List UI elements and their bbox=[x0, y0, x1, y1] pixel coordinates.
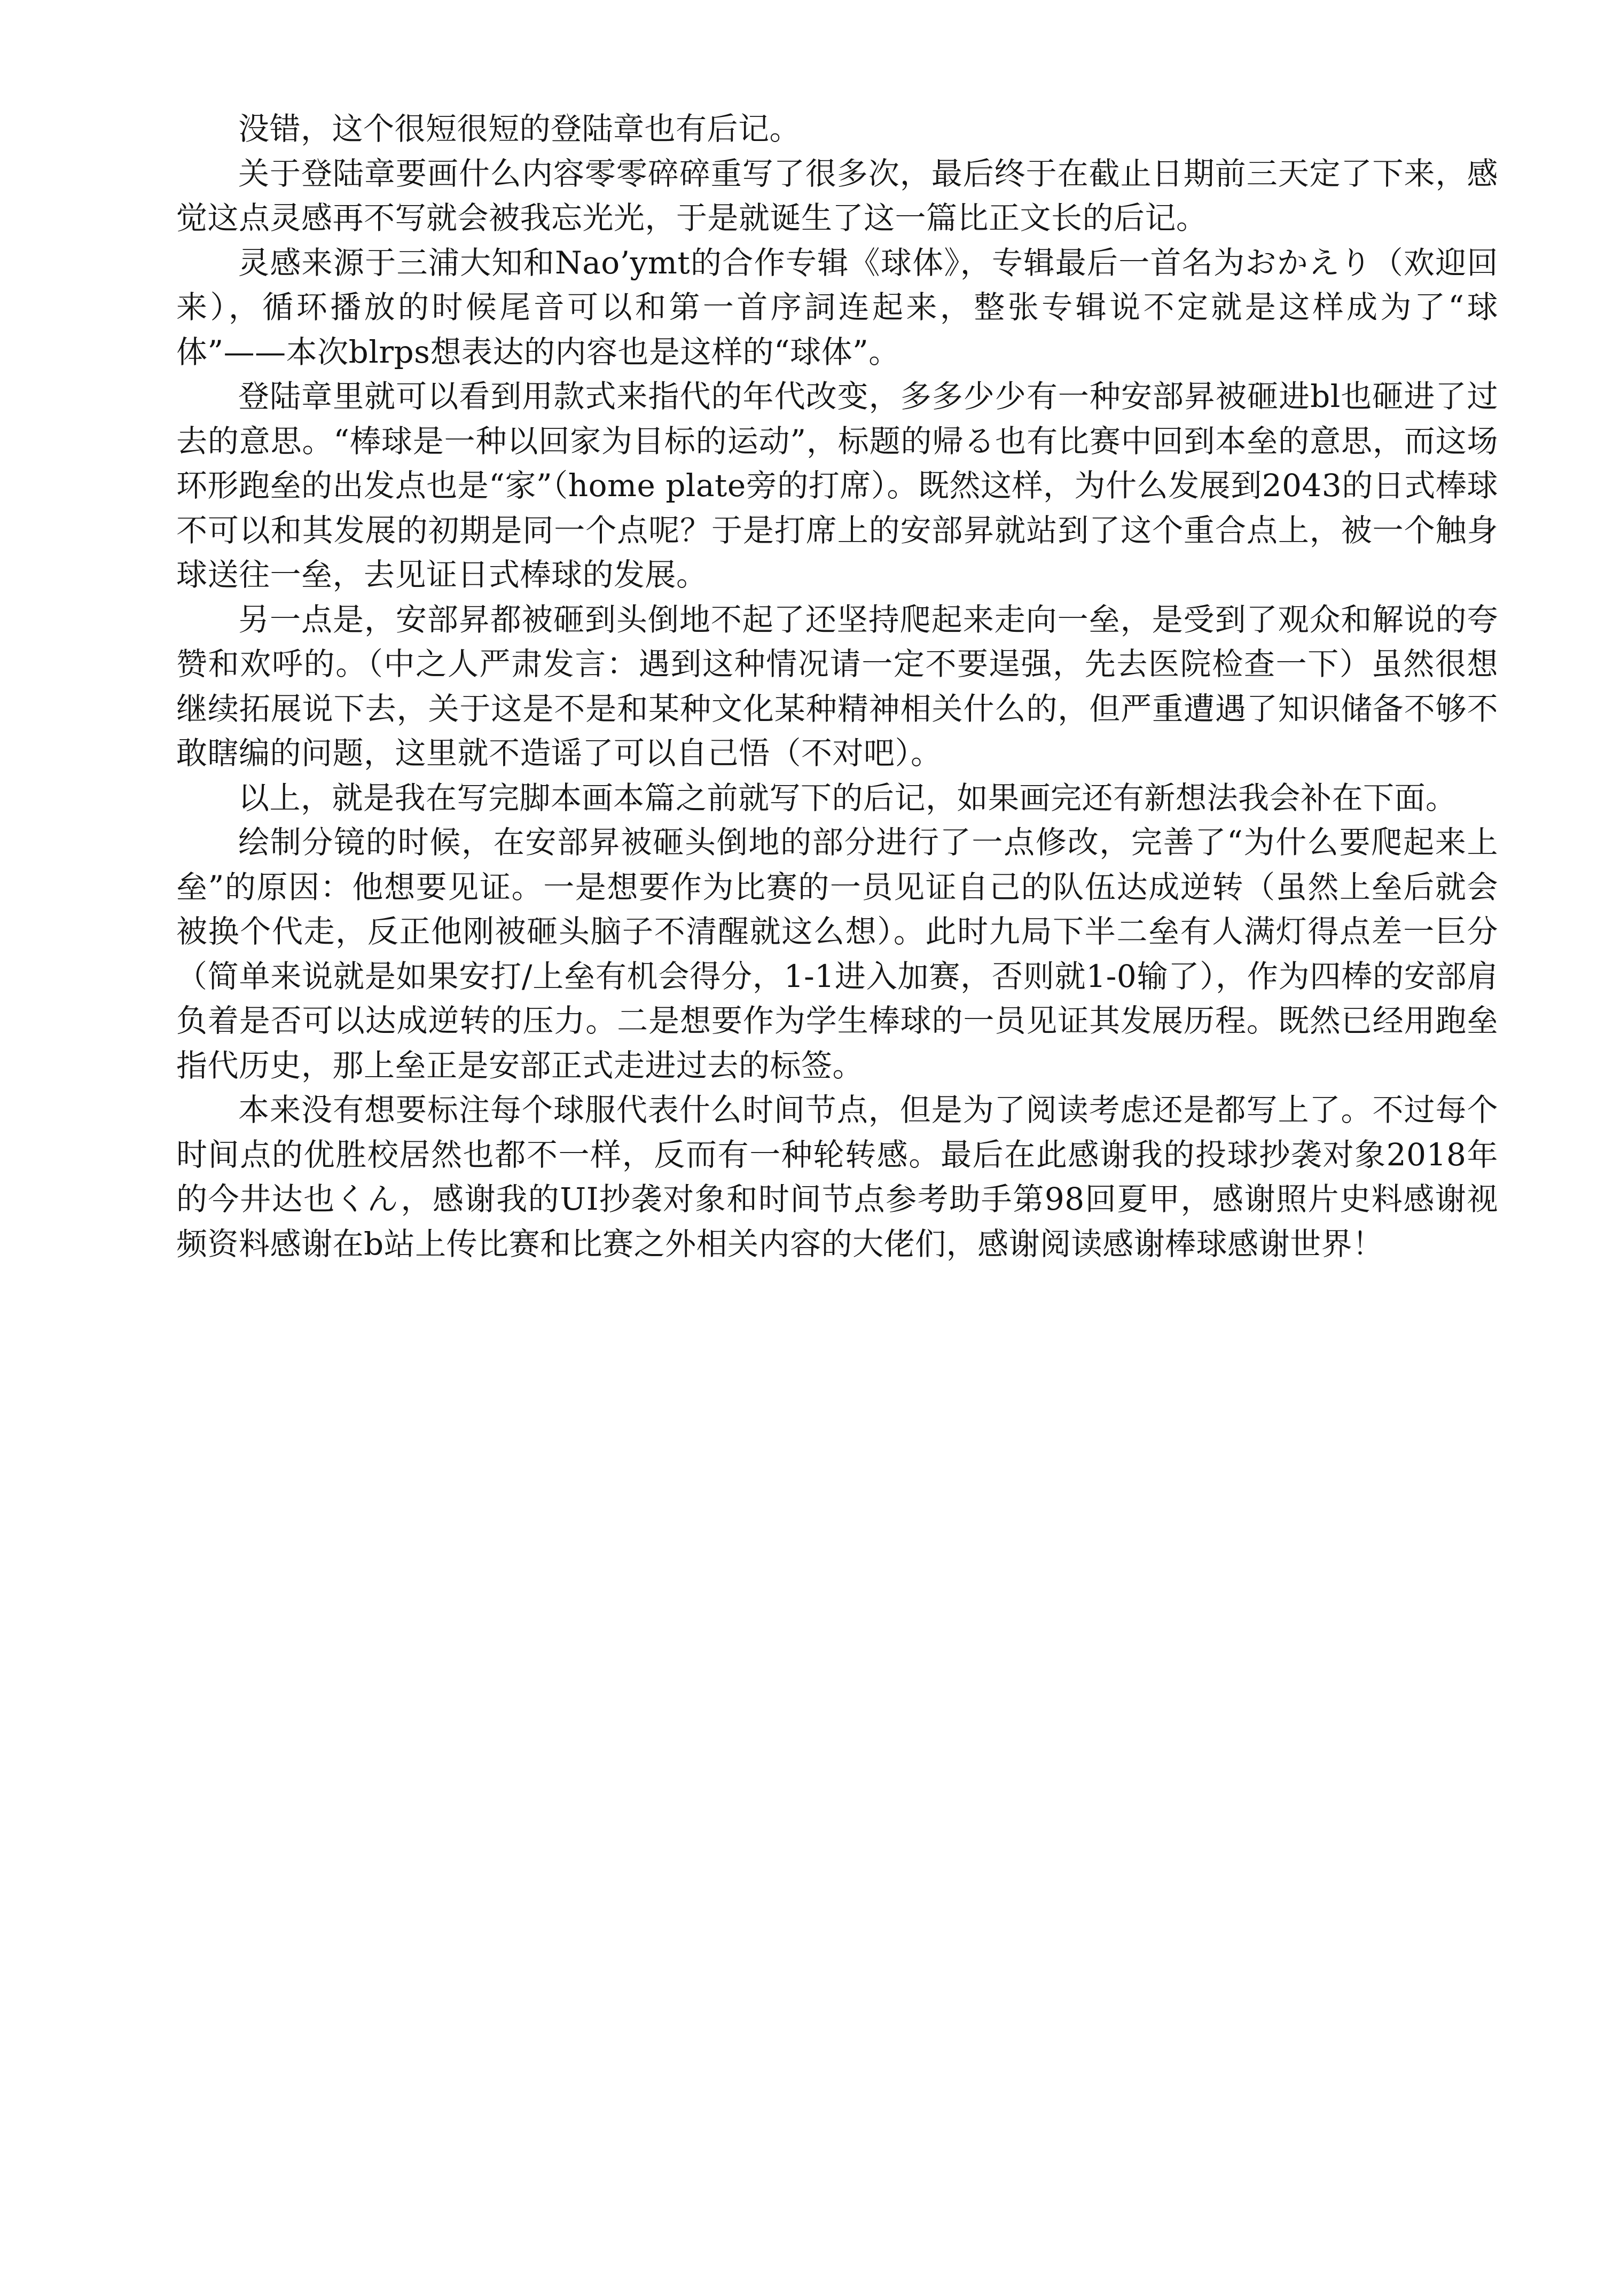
paragraph: 关于登陆章要画什么内容零零碎碎重写了很多次，最后终于在截止日期前三天定了下来，感觉这点灵感再不写就会被我忘光光，于是就诞生了这一篇比正文长的后记。 bbox=[176, 155, 1498, 237]
paragraph: 以上，就是我在写完脚本画本篇之前就写下的后记，如果画完还有新想法我会补在下面。 bbox=[238, 779, 1457, 816]
document-body bbox=[176, 107, 1498, 1266]
paragraph: 登陆章里就可以看到用款式来指代的年代改变，多多少少有一种安部昇被砸进bl也砸进了过去的意思。“棒球是一种以回家为目标的运动”，标题的帰る也有比赛中回到本垒的意思，而这场环形跑垒的出发点也是“家”（home plate旁的打席）。既然这样，为什么发展到2043的日式棒球不可以和其发展的初期是同一个点呢？于是打席上的安部昇就站到了这个重合点上，被一个触身球送往一垒，去见证日式棒球的发展。 bbox=[176, 378, 1498, 593]
paragraph: 灵感来源于三浦大知和Nao’ymt的合作专辑《球体》，专辑最后一首名为おかえり（欢迎回来），循环播放的时候尾音可以和第一首序詞连起来，整张专辑说不定就是这样成为了“球体”——本次blrps想表达的内容也是这样的“球体”。 bbox=[176, 244, 1498, 370]
paragraph: 本来没有想要标注每个球服代表什么时间节点，但是为了阅读考虑还是都写上了。不过每个时间点的优胜校居然也都不一样，反而有一种轮转感。最后在此感谢我的投球抄袭对象2018年的今井达也くん，感谢我的UI抄袭对象和时间节点参考助手第98回夏甲，感谢照片史料感谢视频资料感谢在b站上传比赛和比赛之外相关内容的大佬们，感谢阅读感谢棒球感谢世界！ bbox=[176, 1092, 1498, 1262]
paragraph: 没错，这个很短很短的登陆章也有后记。 bbox=[238, 111, 801, 147]
paragraph: 另一点是，安部昇都被砸到头倒地不起了还坚持爬起来走向一垒，是受到了观众和解说的夸赞和欢呼的。（中之人严肃发言：遇到这种情况请一定不要逞强，先去医院检查一下）虽然很想继续拓展说下去，关于这是不是和某种文化某种精神相关什么的，但严重遭遇了知识储备不够不敢瞎编的问题，这里就不造谣了可以自己悟（不对吧）。 bbox=[176, 601, 1498, 772]
paragraph: 绘制分镜的时候，在安部昇被砸头倒地的部分进行了一点修改，完善了“为什么要爬起来上垒”的原因：他想要见证。一是想要作为比赛的一员见证自己的队伍达成逆转（虽然上垒后就会被换个代走，反正他刚被砸头脑子不清醒就这么想）。此时九局下半二垒有人满灯得点差一巨分（简单来说就是如果安打/上垒有机会得分，1-1进入加赛，否则就1-0输了），作为四棒的安部肩负着是否可以达成逆转的压力。二是想要作为学生棒球的一员见证其发展历程。既然已经用跑垒指代历史，那上垒正是安部正式走进过去的标签。 bbox=[176, 824, 1498, 1084]
